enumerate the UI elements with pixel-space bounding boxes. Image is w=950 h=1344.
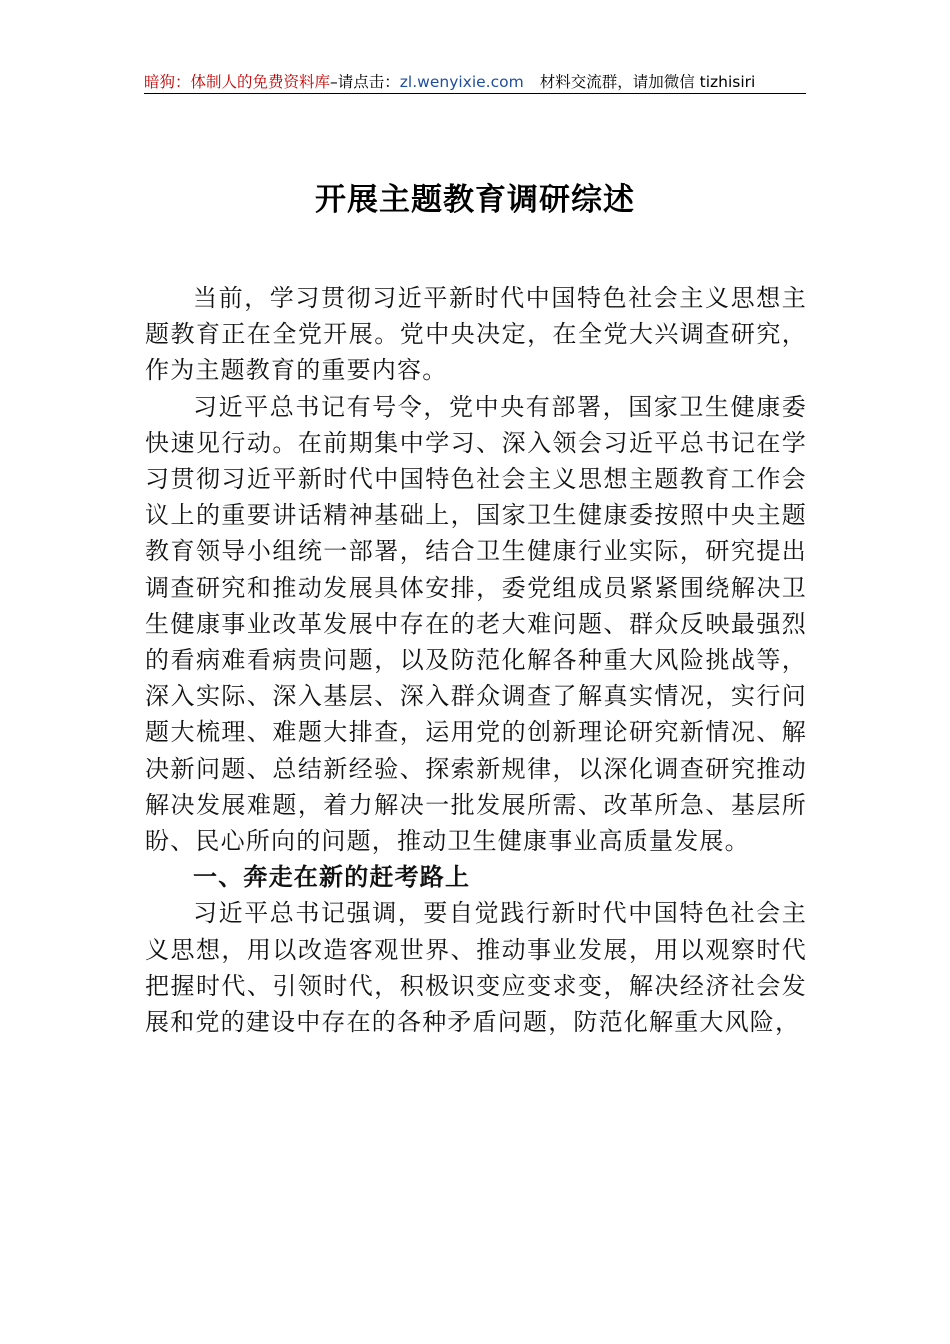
section-heading-1: 一、奔走在新的赶考路上 [193, 863, 471, 892]
document-title: 开展主题教育调研综述 [315, 182, 635, 218]
header-link-prompt: –请点击： [330, 73, 400, 91]
document-body [145, 280, 807, 1040]
header-divider [144, 93, 806, 94]
paragraph-intro: 当前，学习贯彻习近平新时代中国特色社会主义思想主题教育正在全党开展。党中央决定，在全党大兴调查研究，作为主题教育的重要内容。 [145, 284, 807, 385]
header-url-link[interactable]: zl.wenyixie.com [399, 73, 524, 91]
page-header [144, 68, 806, 96]
header-contact: 材料交流群，请加微信 tizhisiri [539, 73, 756, 91]
header-site-label: 暗狗：体制人的免费资料库 [144, 73, 331, 91]
paragraph-section-1: 习近平总书记强调，要自觉践行新时代中国特色社会主义思想，用以改造客观世界、推动事业发展，用以观察时代把握时代、引领时代，积极识变应变求变，解决经济社会发展和党的建设中存在的各种矛盾问题，防范化解重大风险， [145, 899, 807, 1037]
paragraph-action: 习近平总书记有号令，党中央有部署，国家卫生健康委快速见行动。在前期集中学习、深入领会习近平总书记在学习贯彻习近平新时代中国特色社会主义思想主题教育工作会议上的重要讲话精神基础上，国家卫生健康委按照中央主题教育领导小组统一部署，结合卫生健康行业实际，研究提出调查研究和推动发展具体安排，委党组成员紧紧围绕解决卫生健康事业改革发展中存在的老大难问题、群众反映最强烈的看病难看病贵问题，以及防范化解各种重大风险挑战等，深入实际、深入基层、深入群众调查了解真实情况，实行问题大梳理、难题大排查，运用党的创新理论研究新情况、解决新问题、总结新经验、探索新规律，以深化调查研究推动解决发展难题，着力解决一批发展所需、改革所急、基层所盼、民心所向的问题，推动卫生健康事业高质量发展。 [145, 392, 807, 856]
